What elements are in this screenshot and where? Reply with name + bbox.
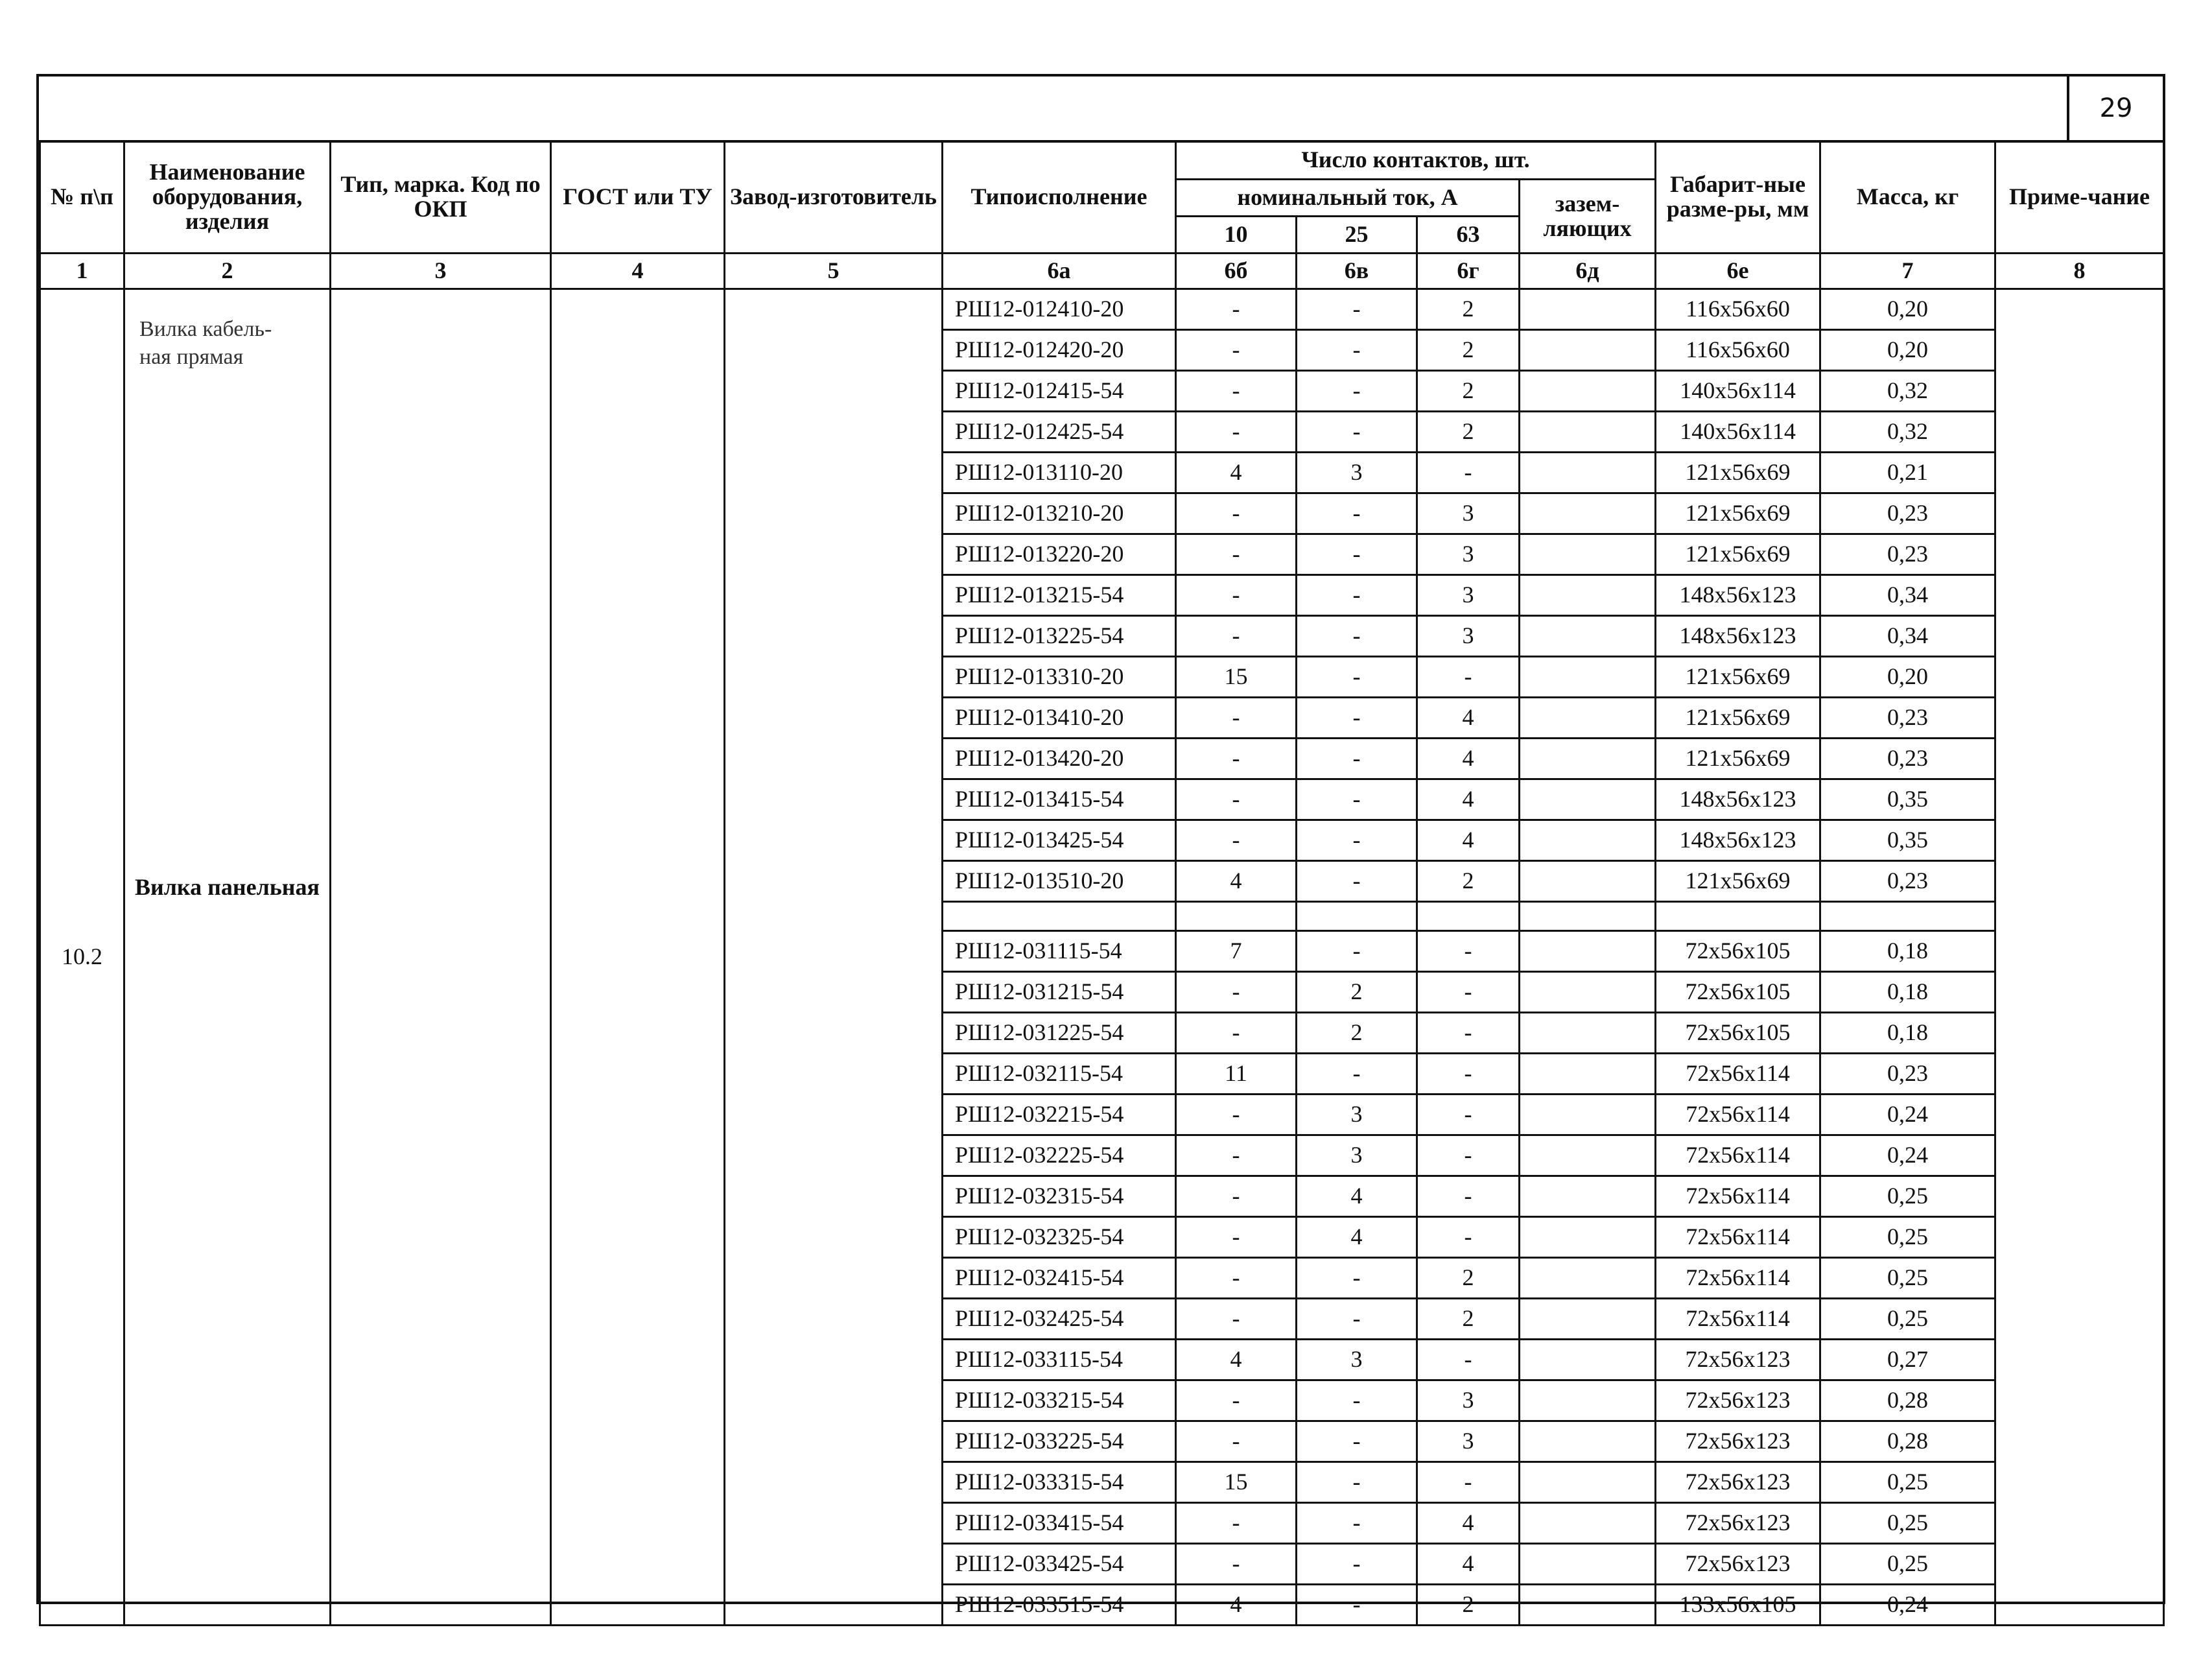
dimensions: 116x56x60 (1656, 289, 1820, 330)
contacts-25a: - (1297, 1054, 1417, 1095)
column-number: 8 (1995, 254, 2164, 289)
variant-code: РШ12-032225-54 (943, 1135, 1176, 1176)
contacts-25a: - (1297, 575, 1417, 616)
contacts-63a: - (1417, 1054, 1520, 1095)
column-number: 6б (1176, 254, 1297, 289)
header-type: Тип, марка. Код по ОКП (331, 141, 551, 254)
contacts-10a: 15 (1176, 1462, 1297, 1503)
grounding-contacts (1520, 1013, 1656, 1054)
contacts-63a: - (1417, 1217, 1520, 1258)
variant-code: РШ12-033115-54 (943, 1340, 1176, 1380)
contacts-25a: 2 (1297, 1013, 1417, 1054)
grounding-contacts (1520, 493, 1656, 534)
contacts-63a: 2 (1417, 1585, 1520, 1626)
header-nominal-current: номинальный ток, А (1176, 180, 1520, 217)
contacts-63a: - (1417, 657, 1520, 698)
variant-code: РШ12-033225-54 (943, 1421, 1176, 1462)
grounding-contacts (1520, 289, 1656, 330)
variant-code: РШ12-012420-20 (943, 330, 1176, 371)
contacts-25a (1297, 902, 1417, 931)
dimensions: 72x56x123 (1656, 1421, 1820, 1462)
variant-code: РШ12-033515-54 (943, 1585, 1176, 1626)
dimensions: 72x56x114 (1656, 1258, 1820, 1299)
contacts-63a: 3 (1417, 1380, 1520, 1421)
contacts-63a: 2 (1417, 1299, 1520, 1340)
dimensions: 121x56x69 (1656, 739, 1820, 779)
gost-cell (551, 289, 725, 1626)
contacts-63a: 3 (1417, 493, 1520, 534)
dimensions: 148x56x123 (1656, 616, 1820, 657)
grounding-contacts (1520, 779, 1656, 820)
mass: 0,25 (1820, 1176, 1995, 1217)
variant-code: РШ12-012415-54 (943, 371, 1176, 412)
contacts-25a: - (1297, 779, 1417, 820)
contacts-10a: - (1176, 575, 1297, 616)
contacts-10a: - (1176, 289, 1297, 330)
contacts-63a: - (1417, 1176, 1520, 1217)
grounding-contacts (1520, 1299, 1656, 1340)
contacts-63a: - (1417, 1135, 1520, 1176)
page-header-strip (39, 77, 2163, 143)
contacts-10a: - (1176, 1299, 1297, 1340)
dimensions: 133x56x105 (1656, 1585, 1820, 1626)
grounding-contacts (1520, 534, 1656, 575)
variant-code: РШ12-013220-20 (943, 534, 1176, 575)
column-number: 6е (1656, 254, 1820, 289)
contacts-25a: - (1297, 1544, 1417, 1585)
grounding-contacts (1520, 698, 1656, 739)
item-name-cell (124, 289, 331, 1626)
mass: 0,25 (1820, 1217, 1995, 1258)
header-contacts: Число контактов, шт. (1176, 141, 1656, 180)
contacts-25a: 3 (1297, 1340, 1417, 1380)
contacts-10a: 11 (1176, 1054, 1297, 1095)
contacts-10a: - (1176, 1421, 1297, 1462)
variant-code: РШ12-013110-20 (943, 453, 1176, 493)
contacts-63a: - (1417, 1095, 1520, 1135)
header-current-63: 63 (1417, 217, 1520, 254)
contacts-25a: - (1297, 1462, 1417, 1503)
dimensions: 72x56x105 (1656, 1013, 1820, 1054)
mass: 0,24 (1820, 1095, 1995, 1135)
variant-code: РШ12-032425-54 (943, 1299, 1176, 1340)
dimensions: 72x56x114 (1656, 1299, 1820, 1340)
dimensions: 121x56x69 (1656, 453, 1820, 493)
column-number: 6г (1417, 254, 1520, 289)
grounding-contacts (1520, 1095, 1656, 1135)
contacts-25a: - (1297, 739, 1417, 779)
dimensions: 72x56x114 (1656, 1054, 1820, 1095)
dimensions (1656, 902, 1820, 931)
variant-code: РШ12-031215-54 (943, 972, 1176, 1013)
grounding-contacts (1520, 1135, 1656, 1176)
variant-code: РШ12-031115-54 (943, 931, 1176, 972)
variant-code: РШ12-013425-54 (943, 820, 1176, 861)
grounding-contacts (1520, 412, 1656, 453)
dimensions: 72x56x114 (1656, 1217, 1820, 1258)
grounding-contacts (1520, 1585, 1656, 1626)
grounding-contacts (1520, 1380, 1656, 1421)
contacts-25a: 4 (1297, 1217, 1417, 1258)
dimensions: 148x56x123 (1656, 575, 1820, 616)
mass: 0,35 (1820, 820, 1995, 861)
contacts-63a: - (1417, 1340, 1520, 1380)
contacts-63a: 4 (1417, 1503, 1520, 1544)
dimensions: 72x56x123 (1656, 1380, 1820, 1421)
contacts-63a: 2 (1417, 371, 1520, 412)
contacts-63a: 2 (1417, 289, 1520, 330)
mass: 0,35 (1820, 779, 1995, 820)
contacts-10a: - (1176, 616, 1297, 657)
grounding-contacts (1520, 575, 1656, 616)
document-page (36, 74, 2165, 1618)
note-cell (1995, 289, 2164, 1626)
contacts-25a: - (1297, 412, 1417, 453)
dimensions: 72x56x114 (1656, 1135, 1820, 1176)
contacts-10a: - (1176, 739, 1297, 779)
contacts-25a: - (1297, 698, 1417, 739)
grounding-contacts (1520, 1462, 1656, 1503)
variant-code: РШ12-033315-54 (943, 1462, 1176, 1503)
mass: 0,25 (1820, 1544, 1995, 1585)
contacts-10a: 4 (1176, 453, 1297, 493)
contacts-10a: 7 (1176, 931, 1297, 972)
grounding-contacts (1520, 1054, 1656, 1095)
mass: 0,28 (1820, 1380, 1995, 1421)
contacts-25a: 3 (1297, 453, 1417, 493)
column-number: 7 (1820, 254, 1995, 289)
contacts-63a: - (1417, 453, 1520, 493)
equipment-table (39, 140, 2165, 1626)
header-current-10: 10 (1176, 217, 1297, 254)
contacts-63a: 4 (1417, 739, 1520, 779)
dimensions: 121x56x69 (1656, 698, 1820, 739)
header-no: № п\п (40, 141, 124, 254)
variant-code: РШ12-013210-20 (943, 493, 1176, 534)
mass: 0,24 (1820, 1135, 1995, 1176)
contacts-25a: - (1297, 330, 1417, 371)
variant-code: РШ12-012425-54 (943, 412, 1176, 453)
header-mass: Масса, кг (1820, 141, 1995, 254)
mass: 0,25 (1820, 1462, 1995, 1503)
variant-code: РШ12-031225-54 (943, 1013, 1176, 1054)
column-number: 6в (1297, 254, 1417, 289)
item-number: 10.2 (40, 289, 124, 1626)
dimensions: 72x56x123 (1656, 1462, 1820, 1503)
contacts-63a: 3 (1417, 534, 1520, 575)
contacts-10a: - (1176, 330, 1297, 371)
contacts-10a: - (1176, 534, 1297, 575)
contacts-25a: 4 (1297, 1176, 1417, 1217)
mass: 0,25 (1820, 1299, 1995, 1340)
contacts-25a: - (1297, 616, 1417, 657)
mass: 0,23 (1820, 739, 1995, 779)
contacts-63a: 3 (1417, 616, 1520, 657)
contacts-10a: - (1176, 779, 1297, 820)
grounding-contacts (1520, 1176, 1656, 1217)
contacts-25a: - (1297, 493, 1417, 534)
contacts-25a: 3 (1297, 1135, 1417, 1176)
contacts-10a: - (1176, 412, 1297, 453)
contacts-10a: - (1176, 1380, 1297, 1421)
contacts-63a: 2 (1417, 330, 1520, 371)
variant-code: РШ12-013225-54 (943, 616, 1176, 657)
dimensions: 148x56x123 (1656, 779, 1820, 820)
mass: 0,28 (1820, 1421, 1995, 1462)
dimensions: 116x56x60 (1656, 330, 1820, 371)
contacts-10a: 15 (1176, 657, 1297, 698)
variant-code: РШ12-013310-20 (943, 657, 1176, 698)
grounding-contacts (1520, 1340, 1656, 1380)
contacts-10a: 4 (1176, 861, 1297, 902)
variant-code: РШ12-032415-54 (943, 1258, 1176, 1299)
mass: 0,18 (1820, 972, 1995, 1013)
dimensions: 140x56x114 (1656, 371, 1820, 412)
header-maker: Завод-изготовитель (725, 141, 943, 254)
variant-code: РШ12-032115-54 (943, 1054, 1176, 1095)
mass: 0,23 (1820, 698, 1995, 739)
header-grounding: зазем-ляющих (1520, 180, 1656, 254)
header-dims: Габарит-ные разме-ры, мм (1656, 141, 1820, 254)
contacts-10a: 4 (1176, 1340, 1297, 1380)
contacts-10a: 4 (1176, 1585, 1297, 1626)
dimensions: 121x56x69 (1656, 657, 1820, 698)
mass: 0,34 (1820, 616, 1995, 657)
mass: 0,21 (1820, 453, 1995, 493)
grounding-contacts (1520, 739, 1656, 779)
grounding-contacts (1520, 1258, 1656, 1299)
type-cell (331, 289, 551, 1626)
column-number: 3 (331, 254, 551, 289)
maker-cell (725, 289, 943, 1626)
column-number: 4 (551, 254, 725, 289)
mass: 0,20 (1820, 289, 1995, 330)
mass: 0,32 (1820, 412, 1995, 453)
mass: 0,32 (1820, 371, 1995, 412)
mass: 0,27 (1820, 1340, 1995, 1380)
contacts-10a: - (1176, 1503, 1297, 1544)
contacts-63a: 3 (1417, 1421, 1520, 1462)
contacts-63a: 4 (1417, 698, 1520, 739)
contacts-10a (1176, 902, 1297, 931)
variant-code: РШ12-033215-54 (943, 1380, 1176, 1421)
grounding-contacts (1520, 371, 1656, 412)
contacts-25a: - (1297, 371, 1417, 412)
variant-code: РШ12-033415-54 (943, 1503, 1176, 1544)
mass: 0,34 (1820, 575, 1995, 616)
contacts-10a: - (1176, 820, 1297, 861)
variant-code: РШ12-013410-20 (943, 698, 1176, 739)
contacts-25a: 2 (1297, 972, 1417, 1013)
dimensions: 72x56x123 (1656, 1544, 1820, 1585)
dimensions: 121x56x69 (1656, 493, 1820, 534)
variant-code: РШ12-013420-20 (943, 739, 1176, 779)
contacts-25a: - (1297, 1299, 1417, 1340)
mass: 0,23 (1820, 861, 1995, 902)
mass: 0,25 (1820, 1258, 1995, 1299)
grounding-contacts (1520, 861, 1656, 902)
contacts-63a: 3 (1417, 575, 1520, 616)
mass (1820, 902, 1995, 931)
dimensions: 140x56x114 (1656, 412, 1820, 453)
contacts-25a: - (1297, 1585, 1417, 1626)
contacts-63a (1417, 902, 1520, 931)
dimensions: 72x56x123 (1656, 1340, 1820, 1380)
column-number: 2 (124, 254, 331, 289)
mass: 0,23 (1820, 534, 1995, 575)
grounding-contacts (1520, 820, 1656, 861)
table-row (40, 289, 2164, 330)
contacts-63a: 2 (1417, 412, 1520, 453)
variant-code: РШ12-013510-20 (943, 861, 1176, 902)
mass: 0,18 (1820, 931, 1995, 972)
dimensions: 72x56x114 (1656, 1176, 1820, 1217)
grounding-contacts (1520, 657, 1656, 698)
variant-code: РШ12-013415-54 (943, 779, 1176, 820)
contacts-25a: - (1297, 1380, 1417, 1421)
contacts-10a: - (1176, 493, 1297, 534)
grounding-contacts (1520, 972, 1656, 1013)
contacts-25a: - (1297, 931, 1417, 972)
dimensions: 72x56x114 (1656, 1095, 1820, 1135)
contacts-63a: 2 (1417, 861, 1520, 902)
contacts-10a: - (1176, 1176, 1297, 1217)
contacts-63a: 4 (1417, 1544, 1520, 1585)
grounding-contacts (1520, 1421, 1656, 1462)
mass: 0,24 (1820, 1585, 1995, 1626)
table-body (40, 289, 2164, 1626)
contacts-25a: - (1297, 820, 1417, 861)
variant-code (943, 902, 1176, 931)
contacts-63a: 4 (1417, 779, 1520, 820)
mass: 0,25 (1820, 1503, 1995, 1544)
grounding-contacts (1520, 330, 1656, 371)
contacts-63a: - (1417, 931, 1520, 972)
dimensions: 121x56x69 (1656, 861, 1820, 902)
item-name-cable: Вилка кабель-ная прямая (139, 317, 272, 369)
column-number: 5 (725, 254, 943, 289)
variant-code: РШ12-032325-54 (943, 1217, 1176, 1258)
mass: 0,23 (1820, 493, 1995, 534)
contacts-63a: - (1417, 1462, 1520, 1503)
grounding-contacts (1520, 931, 1656, 972)
dimensions: 148x56x123 (1656, 820, 1820, 861)
page-number: 29 (2067, 77, 2163, 140)
contacts-10a: - (1176, 1095, 1297, 1135)
contacts-25a: - (1297, 534, 1417, 575)
contacts-63a: 2 (1417, 1258, 1520, 1299)
contacts-25a: - (1297, 657, 1417, 698)
contacts-10a: - (1176, 698, 1297, 739)
contacts-10a: - (1176, 1544, 1297, 1585)
variant-code: РШ12-013215-54 (943, 575, 1176, 616)
mass: 0,20 (1820, 330, 1995, 371)
grounding-contacts (1520, 1503, 1656, 1544)
contacts-25a: - (1297, 1503, 1417, 1544)
contacts-63a: - (1417, 972, 1520, 1013)
mass: 0,18 (1820, 1013, 1995, 1054)
contacts-10a: - (1176, 1135, 1297, 1176)
contacts-25a: 3 (1297, 1095, 1417, 1135)
contacts-25a: - (1297, 861, 1417, 902)
contacts-10a: - (1176, 1217, 1297, 1258)
mass: 0,23 (1820, 1054, 1995, 1095)
dimensions: 72x56x105 (1656, 972, 1820, 1013)
grounding-contacts (1520, 1544, 1656, 1585)
contacts-10a: - (1176, 972, 1297, 1013)
column-number: 6а (943, 254, 1176, 289)
grounding-contacts (1520, 1217, 1656, 1258)
contacts-10a: - (1176, 1013, 1297, 1054)
header-name: Наименование оборудования, изделия (124, 141, 331, 254)
header-current-25: 25 (1297, 217, 1417, 254)
header-note: Приме-чание (1995, 141, 2164, 254)
column-number: 1 (40, 254, 124, 289)
variant-code: РШ12-032315-54 (943, 1176, 1176, 1217)
contacts-10a: - (1176, 371, 1297, 412)
item-name-panel: Вилка панельная (134, 874, 320, 900)
header-gost: ГОСТ или ТУ (551, 141, 725, 254)
header-variant: Типоисполнение (943, 141, 1176, 254)
dimensions: 121x56x69 (1656, 534, 1820, 575)
grounding-contacts (1520, 616, 1656, 657)
contacts-63a: 4 (1417, 820, 1520, 861)
contacts-10a: - (1176, 1258, 1297, 1299)
grounding-contacts (1520, 453, 1656, 493)
variant-code: РШ12-033425-54 (943, 1544, 1176, 1585)
column-numbers-row (40, 254, 2164, 289)
dimensions: 72x56x123 (1656, 1503, 1820, 1544)
contacts-25a: - (1297, 1258, 1417, 1299)
variant-code: РШ12-012410-20 (943, 289, 1176, 330)
contacts-25a: - (1297, 1421, 1417, 1462)
contacts-25a: - (1297, 289, 1417, 330)
dimensions: 72x56x105 (1656, 931, 1820, 972)
mass: 0,20 (1820, 657, 1995, 698)
variant-code: РШ12-032215-54 (943, 1095, 1176, 1135)
column-number: 6д (1520, 254, 1656, 289)
grounding-contacts (1520, 902, 1656, 931)
contacts-63a: - (1417, 1013, 1520, 1054)
